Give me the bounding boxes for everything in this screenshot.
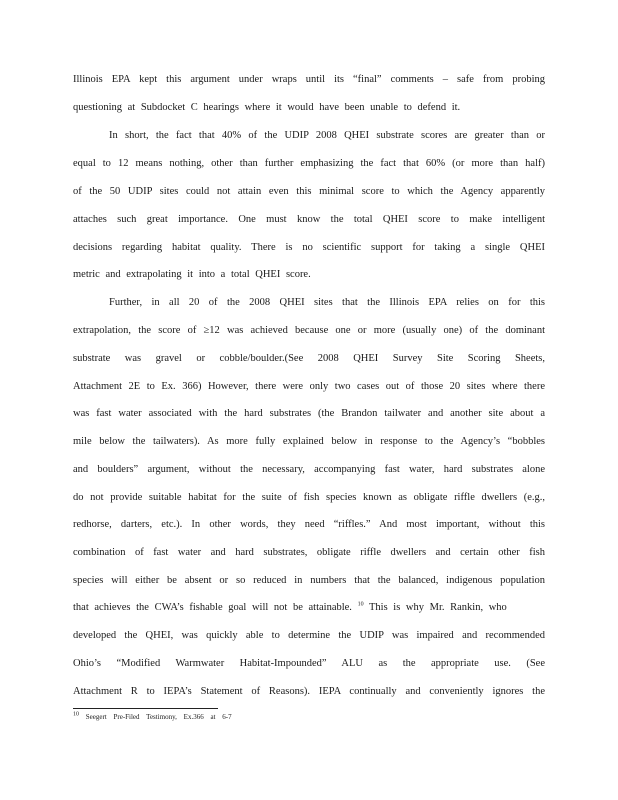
footnote — [73, 712, 232, 722]
text-line: and boulders” argument, without the necessary, accompanying fast water, hard substrates alone — [73, 464, 545, 475]
footnote-text: Seegert Pre-Filed Testimony, Ex.366 at 6-7 — [85, 713, 232, 721]
text-line: mile below the tailwaters). As more fully explained below in response to the Agency’s “bobbles — [73, 436, 545, 447]
text-line: species will either be absent or so reduced in numbers that the balanced, indigenous population — [73, 575, 545, 586]
text-line: Ohio’s “Modified Warmwater Habitat-Impounded” ALU as the appropriate use. (See — [73, 658, 545, 669]
text-line-with-footnote — [73, 601, 545, 615]
footnote-number: 10 — [73, 711, 79, 718]
text-line: developed the QHEI, was quickly able to determine the UDIP was impaired and recommended — [73, 630, 545, 641]
text-line: extrapolation, the score of ≥12 was achieved because one or more (usually one) of the dominant — [73, 325, 545, 336]
text-line: Attachment 2E to Ex. 366) However, there were only two cases out of those 20 sites where there — [73, 381, 545, 392]
text-line: Attachment R to IEPA’s Statement of Reasons). IEPA continually and conveniently ignores the — [73, 686, 545, 697]
text-segment: that achieves the CWA’s fishable goal will not be attainable. — [73, 602, 352, 613]
text-line: questioning at Subdocket C hearings where it would have been unable to defend it. — [73, 102, 461, 113]
footnote-separator — [73, 708, 218, 709]
text-line: metric and extrapolating it into a total QHEI score. — [73, 269, 311, 280]
text-line: combination of fast water and hard substrates, obligate riffle dwellers and certain other fish — [73, 547, 545, 558]
text-segment: This is why Mr. Rankin, who — [369, 602, 507, 613]
text-line: redhorse, darters, etc.). In other words, they need “riffles.” And most important, without this — [73, 519, 545, 530]
text-line: do not provide suitable habitat for the suite of fish species known as obligate riffle dwellers (e.g., — [73, 492, 545, 503]
text-line: of the 50 UDIP sites could not attain even this minimal score to which the Agency apparently — [73, 186, 545, 197]
text-line: Further, in all 20 of the 2008 QHEI sites that the Illinois EPA relies on for this — [109, 297, 545, 308]
footnote-reference: 10 — [357, 601, 364, 608]
text-line: attaches such great importance. One must know the total QHEI score to make intelligent — [73, 214, 545, 225]
text-line: Illinois EPA kept this argument under wraps until its “final” comments – safe from probing — [73, 74, 545, 85]
text-line: In short, the fact that 40% of the UDIP 2008 QHEI substrate scores are greater than or — [109, 130, 545, 141]
text-line: decisions regarding habitat quality. There is no scientific support for taking a single QHEI — [73, 242, 545, 253]
text-line: substrate was gravel or cobble/boulder.(See 2008 QHEI Survey Site Scoring Sheets, — [73, 353, 545, 364]
text-line: equal to 12 means nothing, other than further emphasizing the fact that 60% (or more than half) — [73, 158, 545, 169]
text-line: was fast water associated with the hard substrates (the Brandon tailwater and another site about a — [73, 408, 545, 419]
